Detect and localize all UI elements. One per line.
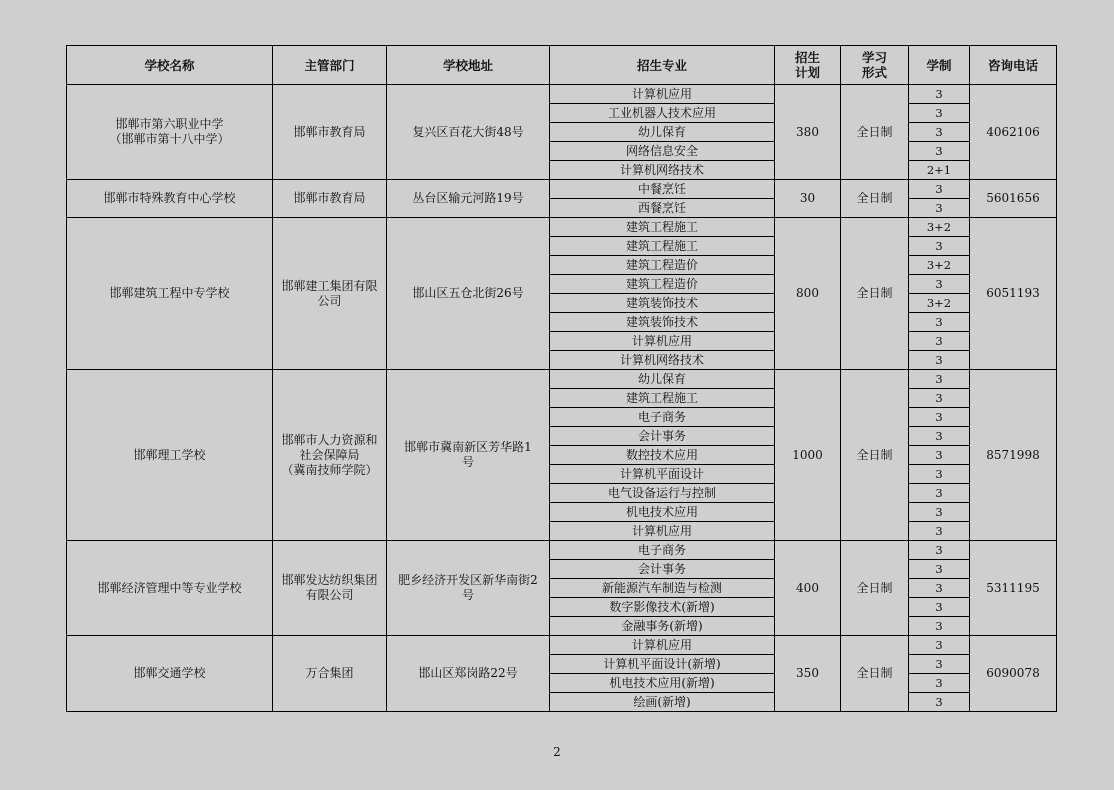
department-line: 公司 [317, 293, 342, 308]
school-name-line: 邯郸建筑工程中专学校 [109, 286, 230, 300]
header-plan [775, 46, 841, 85]
duration-cell: 3 [909, 427, 970, 446]
duration-cell: 3 [909, 389, 970, 408]
address-line: 邯郸市冀南新区芳华路1 [404, 440, 532, 454]
major-cell: 建筑工程施工 [550, 218, 775, 237]
duration-cell: 3 [909, 104, 970, 123]
school-name-line: 邯郸理工学校 [133, 447, 206, 462]
duration-cell: 3 [909, 408, 970, 427]
header-form [841, 46, 909, 85]
major-cell: 计算机应用 [550, 636, 775, 655]
address-line: 复兴区百花大街48号 [412, 124, 524, 139]
duration-cell: 3 [909, 199, 970, 218]
table-row [67, 218, 1057, 237]
major-cell: 计算机平面设计(新增) [550, 655, 775, 674]
duration-cell: 3 [909, 332, 970, 351]
school-name-line: 邯郸经济管理中等专业学校 [97, 580, 242, 595]
duration-cell: 3 [909, 674, 970, 693]
major-cell: 幼儿保育 [550, 123, 775, 142]
address-line: 邯山区五仓北街26号 [412, 286, 524, 300]
address-line: 丛台区输元河路19号 [412, 191, 524, 205]
duration-cell: 3 [909, 142, 970, 161]
major-cell: 网络信息安全 [550, 142, 775, 161]
department-line: 有限公司 [305, 588, 354, 602]
duration-cell: 3 [909, 503, 970, 522]
study-form-cell: 全日制 [841, 218, 909, 370]
school-name-cell [67, 180, 273, 218]
department-cell [273, 85, 387, 180]
major-cell: 建筑装饰技术 [550, 313, 775, 332]
major-cell: 新能源汽车制造与检测 [550, 579, 775, 598]
address-cell [387, 370, 550, 541]
address-cell [387, 180, 550, 218]
department-cell [273, 636, 387, 712]
major-cell: 工业机器人技术应用 [550, 104, 775, 123]
table-row [67, 85, 1057, 104]
duration-cell: 3+2 [909, 218, 970, 237]
address-cell [387, 541, 550, 636]
department-line: 万合集团 [305, 666, 354, 680]
table-body [67, 85, 1057, 712]
major-cell: 会计事务 [550, 427, 775, 446]
address-cell [387, 218, 550, 370]
duration-cell: 3 [909, 560, 970, 579]
major-cell: 计算机平面设计 [550, 465, 775, 484]
page-number: 2 [553, 745, 561, 759]
address-line: 邯山区郑岗路22号 [418, 666, 518, 680]
phone-cell: 6090078 [970, 636, 1057, 712]
duration-cell: 3 [909, 636, 970, 655]
enrollment-table [66, 45, 1057, 712]
school-name-cell [67, 370, 273, 541]
duration-cell: 3 [909, 598, 970, 617]
plan-cell: 400 [775, 541, 841, 636]
major-cell: 电气设备运行与控制 [550, 484, 775, 503]
major-cell: 西餐烹饪 [550, 199, 775, 218]
department-cell [273, 370, 387, 541]
duration-cell: 3 [909, 522, 970, 541]
header-department: 主管部门 [273, 46, 387, 85]
duration-cell: 3 [909, 275, 970, 294]
plan-cell: 30 [775, 180, 841, 218]
duration-cell: 3 [909, 693, 970, 712]
school-name-cell [67, 541, 273, 636]
header-address: 学校地址 [387, 46, 550, 85]
plan-cell: 800 [775, 218, 841, 370]
address-line: 号 [461, 455, 474, 469]
table-row [67, 541, 1057, 560]
table-row [67, 636, 1057, 655]
study-form-cell: 全日制 [841, 85, 909, 180]
duration-cell: 3 [909, 446, 970, 465]
header-row [67, 46, 1057, 85]
major-cell: 计算机应用 [550, 332, 775, 351]
duration-cell: 3 [909, 370, 970, 389]
phone-cell: 5311195 [970, 541, 1057, 636]
department-line: 邯郸建工集团有限 [281, 278, 378, 293]
duration-cell: 3 [909, 351, 970, 370]
study-form-cell: 全日制 [841, 180, 909, 218]
duration-cell: 3+2 [909, 294, 970, 313]
duration-cell: 3 [909, 85, 970, 104]
duration-cell: 3 [909, 465, 970, 484]
major-cell: 数控技术应用 [550, 446, 775, 465]
duration-cell: 3 [909, 617, 970, 636]
school-name-cell [67, 85, 273, 180]
address-line: 肥乡经济开发区新华南街2 [398, 573, 538, 587]
school-name-cell [67, 636, 273, 712]
major-cell: 数字影像技术(新增) [550, 598, 775, 617]
major-cell: 机电技术应用(新增) [550, 674, 775, 693]
header-plan-line: 计划 [794, 65, 820, 80]
major-cell: 会计事务 [550, 560, 775, 579]
duration-cell: 3 [909, 655, 970, 674]
plan-cell: 380 [775, 85, 841, 180]
department-cell [273, 180, 387, 218]
major-cell: 建筑工程施工 [550, 237, 775, 256]
major-cell: 计算机网络技术 [550, 161, 775, 180]
major-cell: 中餐烹饪 [550, 180, 775, 199]
major-cell: 建筑工程造价 [550, 256, 775, 275]
major-cell: 电子商务 [550, 408, 775, 427]
school-name-line: 邯郸市第六职业中学 [115, 117, 224, 131]
study-form-cell: 全日制 [841, 370, 909, 541]
duration-cell: 3 [909, 313, 970, 332]
department-line: 邯郸市人力资源和 [281, 432, 378, 447]
department-line: 社会保障局 [299, 447, 360, 462]
header-form-line: 学习 [861, 50, 887, 65]
duration-cell: 2+1 [909, 161, 970, 180]
table-row [67, 180, 1057, 199]
major-cell: 机电技术应用 [550, 503, 775, 522]
phone-cell: 8571998 [970, 370, 1057, 541]
header-majors: 招生专业 [550, 46, 775, 85]
major-cell: 金融事务(新增) [550, 617, 775, 636]
major-cell: 计算机网络技术 [550, 351, 775, 370]
header-school-name: 学校名称 [67, 46, 273, 85]
department-cell [273, 541, 387, 636]
header-form-line: 形式 [861, 65, 887, 80]
department-line: 邯郸市教育局 [293, 191, 366, 205]
major-cell: 建筑工程造价 [550, 275, 775, 294]
major-cell: 幼儿保育 [550, 370, 775, 389]
duration-cell: 3 [909, 541, 970, 560]
plan-cell: 350 [775, 636, 841, 712]
study-form-cell: 全日制 [841, 636, 909, 712]
school-name-line: 邯郸市特殊教育中心学校 [103, 191, 236, 205]
department-line: 邯郸发达纺织集团 [281, 573, 378, 587]
major-cell: 计算机应用 [550, 522, 775, 541]
duration-cell: 3 [909, 180, 970, 199]
study-form-cell: 全日制 [841, 541, 909, 636]
phone-cell: 6051193 [970, 218, 1057, 370]
header-plan-line: 招生 [794, 50, 820, 65]
address-cell [387, 85, 550, 180]
address-cell [387, 636, 550, 712]
table-row [67, 370, 1057, 389]
duration-cell: 3 [909, 579, 970, 598]
header-phone: 咨询电话 [970, 46, 1057, 85]
school-name-line: 邯郸交通学校 [133, 666, 206, 680]
school-name-cell [67, 218, 273, 370]
major-cell: 电子商务 [550, 541, 775, 560]
duration-cell: 3 [909, 237, 970, 256]
duration-cell: 3+2 [909, 256, 970, 275]
major-cell: 计算机应用 [550, 85, 775, 104]
phone-cell: 4062106 [970, 85, 1057, 180]
phone-cell: 5601656 [970, 180, 1057, 218]
department-cell [273, 218, 387, 370]
major-cell: 建筑装饰技术 [550, 294, 775, 313]
major-cell: 绘画(新增) [550, 693, 775, 712]
department-line: 邯郸市教育局 [293, 124, 366, 139]
department-line: （冀南技师学院） [281, 462, 378, 477]
header-duration: 学制 [909, 46, 970, 85]
plan-cell: 1000 [775, 370, 841, 541]
major-cell: 建筑工程施工 [550, 389, 775, 408]
school-name-line: （邯郸市第十八中学） [109, 132, 230, 146]
duration-cell: 3 [909, 123, 970, 142]
duration-cell: 3 [909, 484, 970, 503]
address-line: 号 [461, 588, 474, 602]
